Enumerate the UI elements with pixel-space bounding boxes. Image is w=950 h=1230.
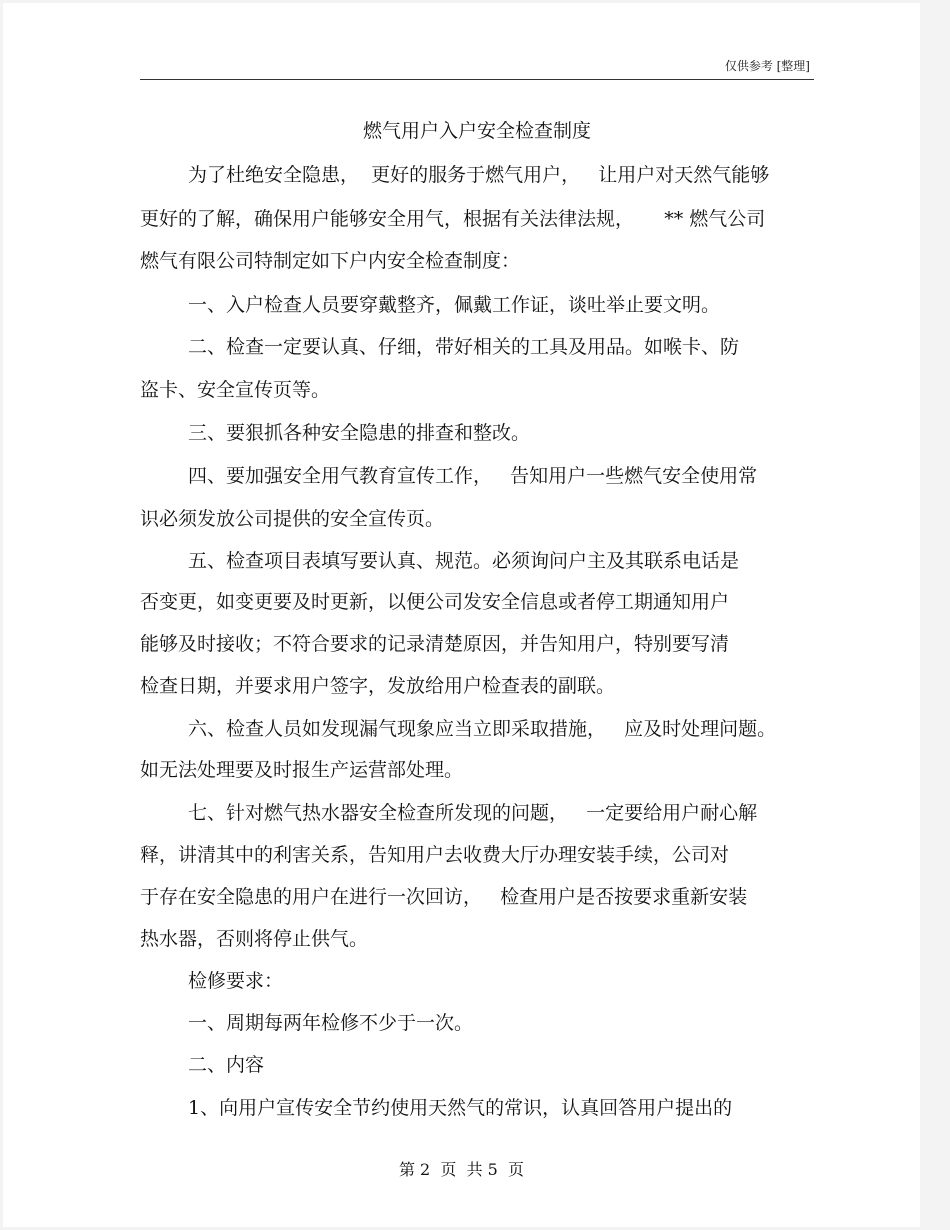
body-line: 热水器，否则将停止供气。 [140, 928, 369, 950]
body-line: 1、向用户宣传安全节约使用天然气的常识，认真回答用户提出的 [188, 1097, 733, 1119]
body-line: 二、检查一定要认真、仔细，带好相关的工具及用品。如喉卡、防 [188, 336, 740, 358]
body-line: 盗卡、安全宣传页等。 [140, 379, 331, 401]
body-line: 一、入户检查人员要穿戴整齐，佩戴工作证，谈吐举止要文明。 [188, 294, 721, 316]
body-line: 五、检查项目表填写要认真、规范。必须询问户主及其联系电话是 [188, 550, 740, 572]
body-line: 一、周期每两年检修不少于一次。 [188, 1012, 474, 1034]
body-line: 六、检查人员如发现漏气现象应当立即采取措施， 应及时处理问题。 [188, 718, 777, 740]
document-page [3, 3, 920, 1227]
body-line: 更好的了解，确保用户能够安全用气，根据有关法律法规， ** 燃气公司 [140, 208, 766, 230]
body-line: 燃气有限公司特制定如下户内安全检查制度： [140, 250, 521, 272]
body-line: 二、内容 [188, 1054, 265, 1076]
body-line: 七、针对燃气热水器安全检查所发现的问题， 一定要给用户耐心解 [188, 802, 758, 824]
body-line: 检查日期，并要求用户签字，发放给用户检查表的副联。 [140, 675, 616, 697]
page-title: 燃气用户入户安全检查制度 [362, 120, 591, 142]
body-line: 能够及时接收；不符合要求的记录清楚原因，并告知用户，特别要写清 [140, 633, 730, 655]
body-line: 识必须发放公司提供的安全宣传页。 [140, 508, 445, 530]
body-line: 四、要加强安全用气教育宣传工作， 告知用户一些燃气安全使用常 [188, 465, 758, 487]
body-line: 释，讲清其中的利害关系，告知用户去收费大厅办理安装手续，公司对 [140, 844, 730, 866]
body-line: 否变更，如变更要及时更新，以便公司发安全信息或者停工期通知用户 [140, 591, 730, 613]
header-divider [140, 79, 814, 80]
section-heading: 检修要求： [188, 970, 284, 992]
body-line: 于存在安全隐患的用户在进行一次回访， 检查用户是否按要求重新安装 [140, 886, 748, 908]
header-note: 仅供参考 [整理] [724, 59, 810, 73]
body-line: 三、要狠抓各种安全隐患的排查和整改。 [188, 422, 531, 444]
body-line: 为了杜绝安全隐患， 更好的服务于燃气用户， 让用户对天然气能够 [188, 164, 770, 186]
page-number-footer: 第 2 页 共 5 页 [398, 1160, 525, 1179]
body-line: 如无法处理要及时报生产运营部处理。 [140, 759, 464, 781]
